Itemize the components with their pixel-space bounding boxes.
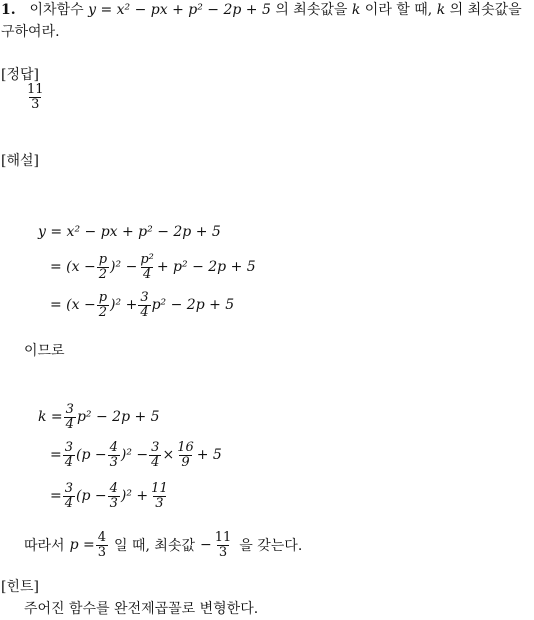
eq5-end: + 5 (196, 447, 222, 463)
conclusion-three: 3 (97, 544, 107, 560)
eq6-mid2: )² + (120, 488, 149, 504)
eq5-f3: 3 (109, 454, 118, 470)
eq6-f4: 4 (109, 480, 118, 496)
eq3-part1: = (x − (50, 297, 96, 313)
eq5-mid2: )² − (120, 447, 149, 463)
eq3-part3: p² − 2p + 5 (151, 297, 235, 313)
eq5-three-b: 3 (151, 439, 160, 455)
conclusion-text2: 일 때, 최솟값 (114, 538, 195, 554)
eq6-eq: = (50, 488, 62, 504)
conclusion-minus: − (200, 537, 212, 553)
solution-eq3 (50, 285, 234, 325)
answer-denominator: 3 (31, 97, 40, 112)
problem-expression: y = x² − px + p² − 2p + 5 (88, 2, 271, 18)
conclusion-text1: 따라서 (24, 538, 65, 554)
conclusion-eleven: 11 (214, 529, 232, 545)
solution-eq4 (38, 397, 160, 437)
eq5-mid1: (p − (76, 447, 107, 463)
therefore-text: 이므로 (24, 343, 65, 359)
eq2-part1: = (x − (50, 259, 96, 275)
eq4-four: 4 (65, 416, 74, 432)
eq5-eq: = (50, 447, 62, 463)
hint-text: 주어진 함수를 완전제곱꼴로 변형한다. (24, 601, 259, 617)
problem-line-2: 구하여라. (1, 24, 60, 40)
eq4-lhs: k = (38, 409, 63, 425)
answer-fraction (24, 83, 47, 112)
eq2-four: 4 (142, 266, 152, 282)
eq3-p: p (98, 289, 108, 305)
conclusion-p-eq: p = (69, 537, 95, 553)
answer-numerator: 11 (27, 82, 44, 97)
problem-k: k (351, 2, 361, 18)
eq6-three-c: 3 (155, 495, 164, 511)
eq2-two: 2 (98, 266, 108, 282)
answer-label: [정답] (1, 67, 39, 83)
hint-label: [힌트] (1, 579, 39, 595)
problem-text-1: 이차함수 (29, 2, 84, 18)
problem-text-2: 의 최솟값을 (275, 2, 348, 18)
eq6-four: 4 (64, 495, 74, 511)
problem-text-4: 의 최솟값을 (449, 2, 522, 18)
eq5-three: 3 (64, 439, 74, 455)
eq2-p2: p² (140, 251, 154, 267)
eq5-times: × (162, 447, 175, 463)
solution-eq2 (50, 247, 256, 287)
eq6-mid1: (p − (76, 488, 107, 504)
conclusion-text3: 을 갖는다. (239, 538, 303, 554)
eq4-rest: p² − 2p + 5 (76, 409, 160, 425)
eq1-rhs: = x² − px + p² − 2p + 5 (50, 224, 221, 240)
eq5-f4: 4 (109, 439, 118, 455)
eq6-f3: 3 (109, 495, 118, 511)
eq1-lhs: y (38, 224, 46, 240)
eq5-nine: 9 (181, 454, 190, 470)
eq3-two: 2 (98, 304, 108, 320)
eq3-four: 4 (140, 304, 149, 320)
conclusion-four: 4 (97, 529, 107, 545)
problem-line-1 (1, 3, 522, 17)
eq5-four-b: 4 (151, 454, 160, 470)
solution-eq6 (50, 476, 171, 516)
eq6-three: 3 (64, 480, 74, 496)
eq6-eleven: 11 (151, 480, 168, 496)
conclusion-three-b: 3 (218, 544, 228, 560)
eq2-part3: + p² − 2p + 5 (156, 259, 256, 275)
solution-label: [해설] (1, 153, 39, 169)
solution-eq5 (50, 435, 222, 475)
solution-eq1 (38, 225, 221, 239)
eq4-three: 3 (65, 401, 74, 417)
eq2-part2: )² − (110, 259, 138, 275)
eq5-sixteen: 16 (177, 439, 194, 455)
eq3-part2: )² + (110, 297, 138, 313)
problem-number: 1. (1, 2, 16, 18)
eq2-p: p (98, 251, 108, 267)
eq3-three: 3 (140, 289, 149, 305)
eq5-four: 4 (64, 454, 74, 470)
solution-conclusion (24, 525, 302, 565)
problem-k-2: k (436, 2, 446, 18)
problem-text-3: 이라 할 때, (364, 2, 433, 18)
